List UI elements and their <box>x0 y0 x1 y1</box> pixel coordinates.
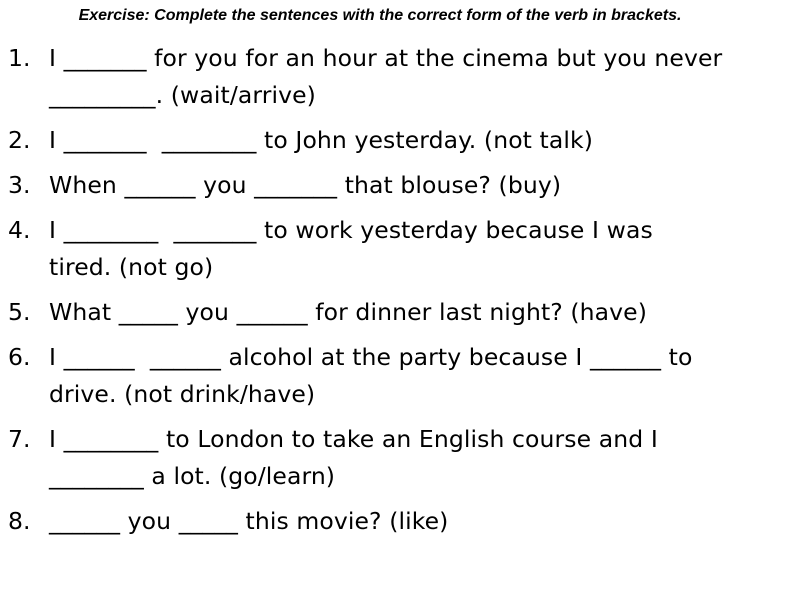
exercise-item-2 <box>0 122 800 159</box>
item-line: ________ a lot. (go/learn) <box>49 462 336 490</box>
item-line: I ______ ______ alcohol at the party because I ______ to <box>49 343 693 371</box>
item-number: 2. <box>8 126 31 154</box>
item-number: 8. <box>8 507 31 535</box>
exercise-item-3 <box>0 167 800 204</box>
item-number: 7. <box>8 425 31 453</box>
item-number: 3. <box>8 171 31 199</box>
item-number: 1. <box>8 44 31 72</box>
exercise-item-7 <box>0 421 800 495</box>
exercise-item-6 <box>0 339 800 413</box>
item-number: 4. <box>8 216 31 244</box>
exercise-item-1 <box>0 40 800 114</box>
exercise-item-8 <box>0 503 800 540</box>
item-line: ______ you _____ this movie? (like) <box>49 507 449 535</box>
exercise-instruction: Exercise: Complete the sentences with the correct form of the verb in brackets. <box>78 7 682 24</box>
item-line: I ________ _______ to work yesterday because I was <box>49 216 653 244</box>
exercise-list <box>0 40 800 548</box>
item-number: 5. <box>8 298 31 326</box>
item-line: I ________ to London to take an English course and I <box>49 425 658 453</box>
item-line: _________. (wait/arrive) <box>49 81 316 109</box>
exercise-item-4 <box>0 212 800 286</box>
exercise-item-5 <box>0 294 800 331</box>
item-line: When ______ you _______ that blouse? (buy) <box>49 171 562 199</box>
item-line: drive. (not drink/have) <box>49 380 316 408</box>
item-line: tired. (not go) <box>49 253 214 281</box>
item-number: 6. <box>8 343 31 371</box>
item-line: What _____ you ______ for dinner last night? (have) <box>49 298 648 326</box>
item-line: I _______ ________ to John yesterday. (not talk) <box>49 126 593 154</box>
item-line: I _______ for you for an hour at the cinema but you never <box>49 44 723 72</box>
